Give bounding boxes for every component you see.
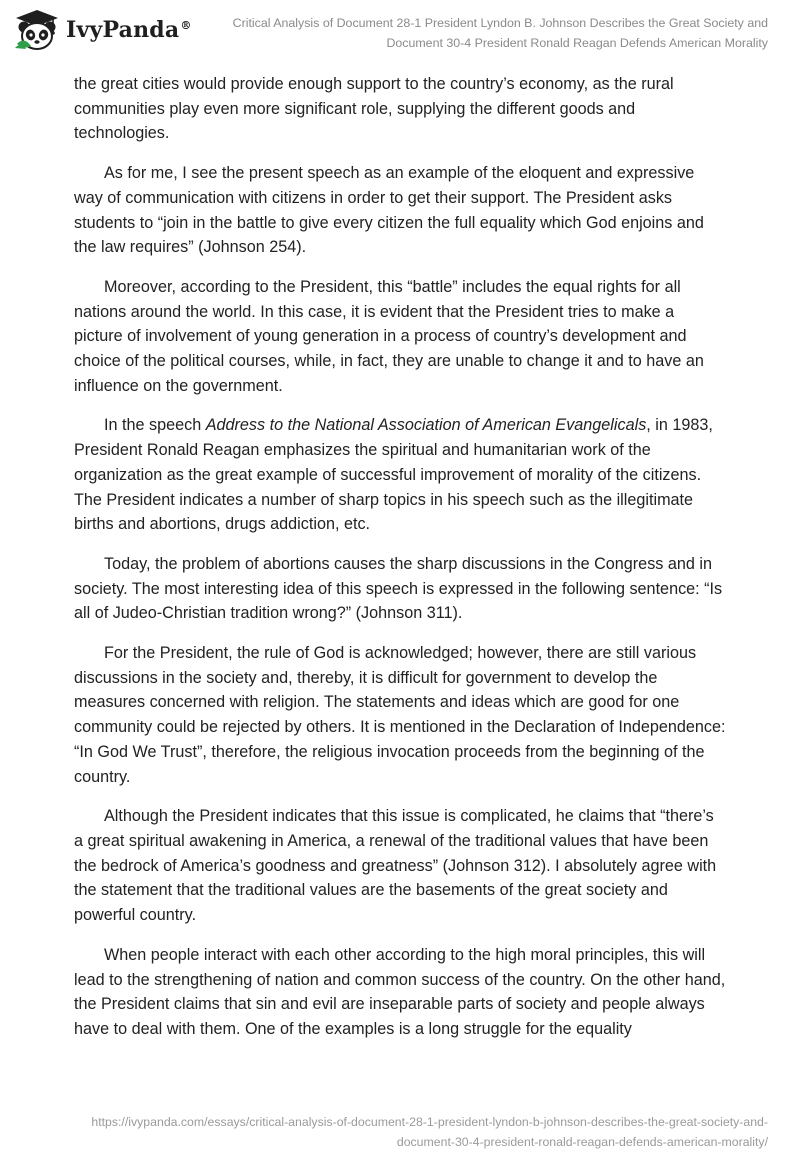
paragraph: Moreover, according to the President, this “battle” includes the equal rights for all nations around the world. In this case, it is evident that the President tries to make a picture of involvement of young generation in a process of country’s development and choice of the political courses, while, in fact, they are unable to change it and to have an influence on the government. xyxy=(74,277,704,395)
paragraph: Although the President indicates that this issue is complicated, he claims that “there’s a great spiritual awakening in America, a renewal of the traditional values that have been the bedrock of America’s goodness and greatness” (Johnson 312). I absolutely agree with the statement that the traditional values are the basements of the great society and powerful country. xyxy=(74,807,717,925)
essay-body xyxy=(74,72,726,1057)
paragraph: For the President, the rule of God is acknowledged; however, there are still various discussions in the society and, thereby, it is difficult for government to develop the measures concerned with religion. The statements and ideas which are good for one community could be rejected by others. It is mentioned in the Declaration of Independence: “In God We Trust”, therefore, the religious invocation proceeds from the beginning of the country. xyxy=(74,644,726,786)
paragraph xyxy=(74,413,726,537)
paragraph: When people interact with each other according to the high moral principles, this will lead to the strengthening of nation and common success of the country. On the other hand, the President claims that sin and evil are inseparable parts of society and people always have to deal with them. One of the examples is a long struggle for the equality xyxy=(74,945,726,1038)
paragraph: Today, the problem of abortions causes the sharp discussions in the Congress and in society. The most interesting idea of this speech is expressed in the following sentence: “Is all of Judeo-Christian tradition wrong?” (Johnson 311). xyxy=(74,554,723,623)
document-title-line-1: Critical Analysis of Document 28-1 President Lyndon B. Johnson Describes the Great Society and xyxy=(232,16,768,30)
source-url-line-1: https://ivypanda.com/essays/critical-analysis-of-document-28-1-president-lyndon-b-johnson-describes-the-great-society-and- xyxy=(91,1115,768,1129)
paragraph: As for me, I see the present speech as an example of the eloquent and expressive way of communication with citizens in order to get their support. The President asks students to “join in the battle to give every citizen the full equality which God enjoins and the law requires” (Johnson 254). xyxy=(74,164,704,257)
speech-title: Address to the National Association of American Evangelicals xyxy=(205,416,647,435)
paragraph-text: In the speech xyxy=(104,416,206,435)
panda-graduate-icon xyxy=(14,8,60,52)
paragraph: the great cities would provide enough support to the country’s economy, as the rural communities play even more significant role, supplying the different goods and technologies. xyxy=(74,75,674,143)
brand-name: IvyPanda® xyxy=(66,17,192,43)
document-title xyxy=(208,13,768,53)
source-url-link[interactable] xyxy=(48,1112,768,1152)
document-title-line-2: Document 30-4 President Ronald Reagan Defends American Morality xyxy=(386,36,768,50)
paragraph-text: , in 1983, President Ronald Reagan emphasizes the spiritual and humanitarian work of the organization as the great example of successful improvement of morality of the citizens. The President indicates a number of sharp topics in his speech such as the illegitimate births and abortions, drugs addiction, etc. xyxy=(74,416,713,534)
page-header xyxy=(0,0,800,62)
ivypanda-logo[interactable] xyxy=(14,8,192,52)
source-url-line-2: document-30-4-president-ronald-reagan-defends-american-morality/ xyxy=(396,1135,768,1149)
